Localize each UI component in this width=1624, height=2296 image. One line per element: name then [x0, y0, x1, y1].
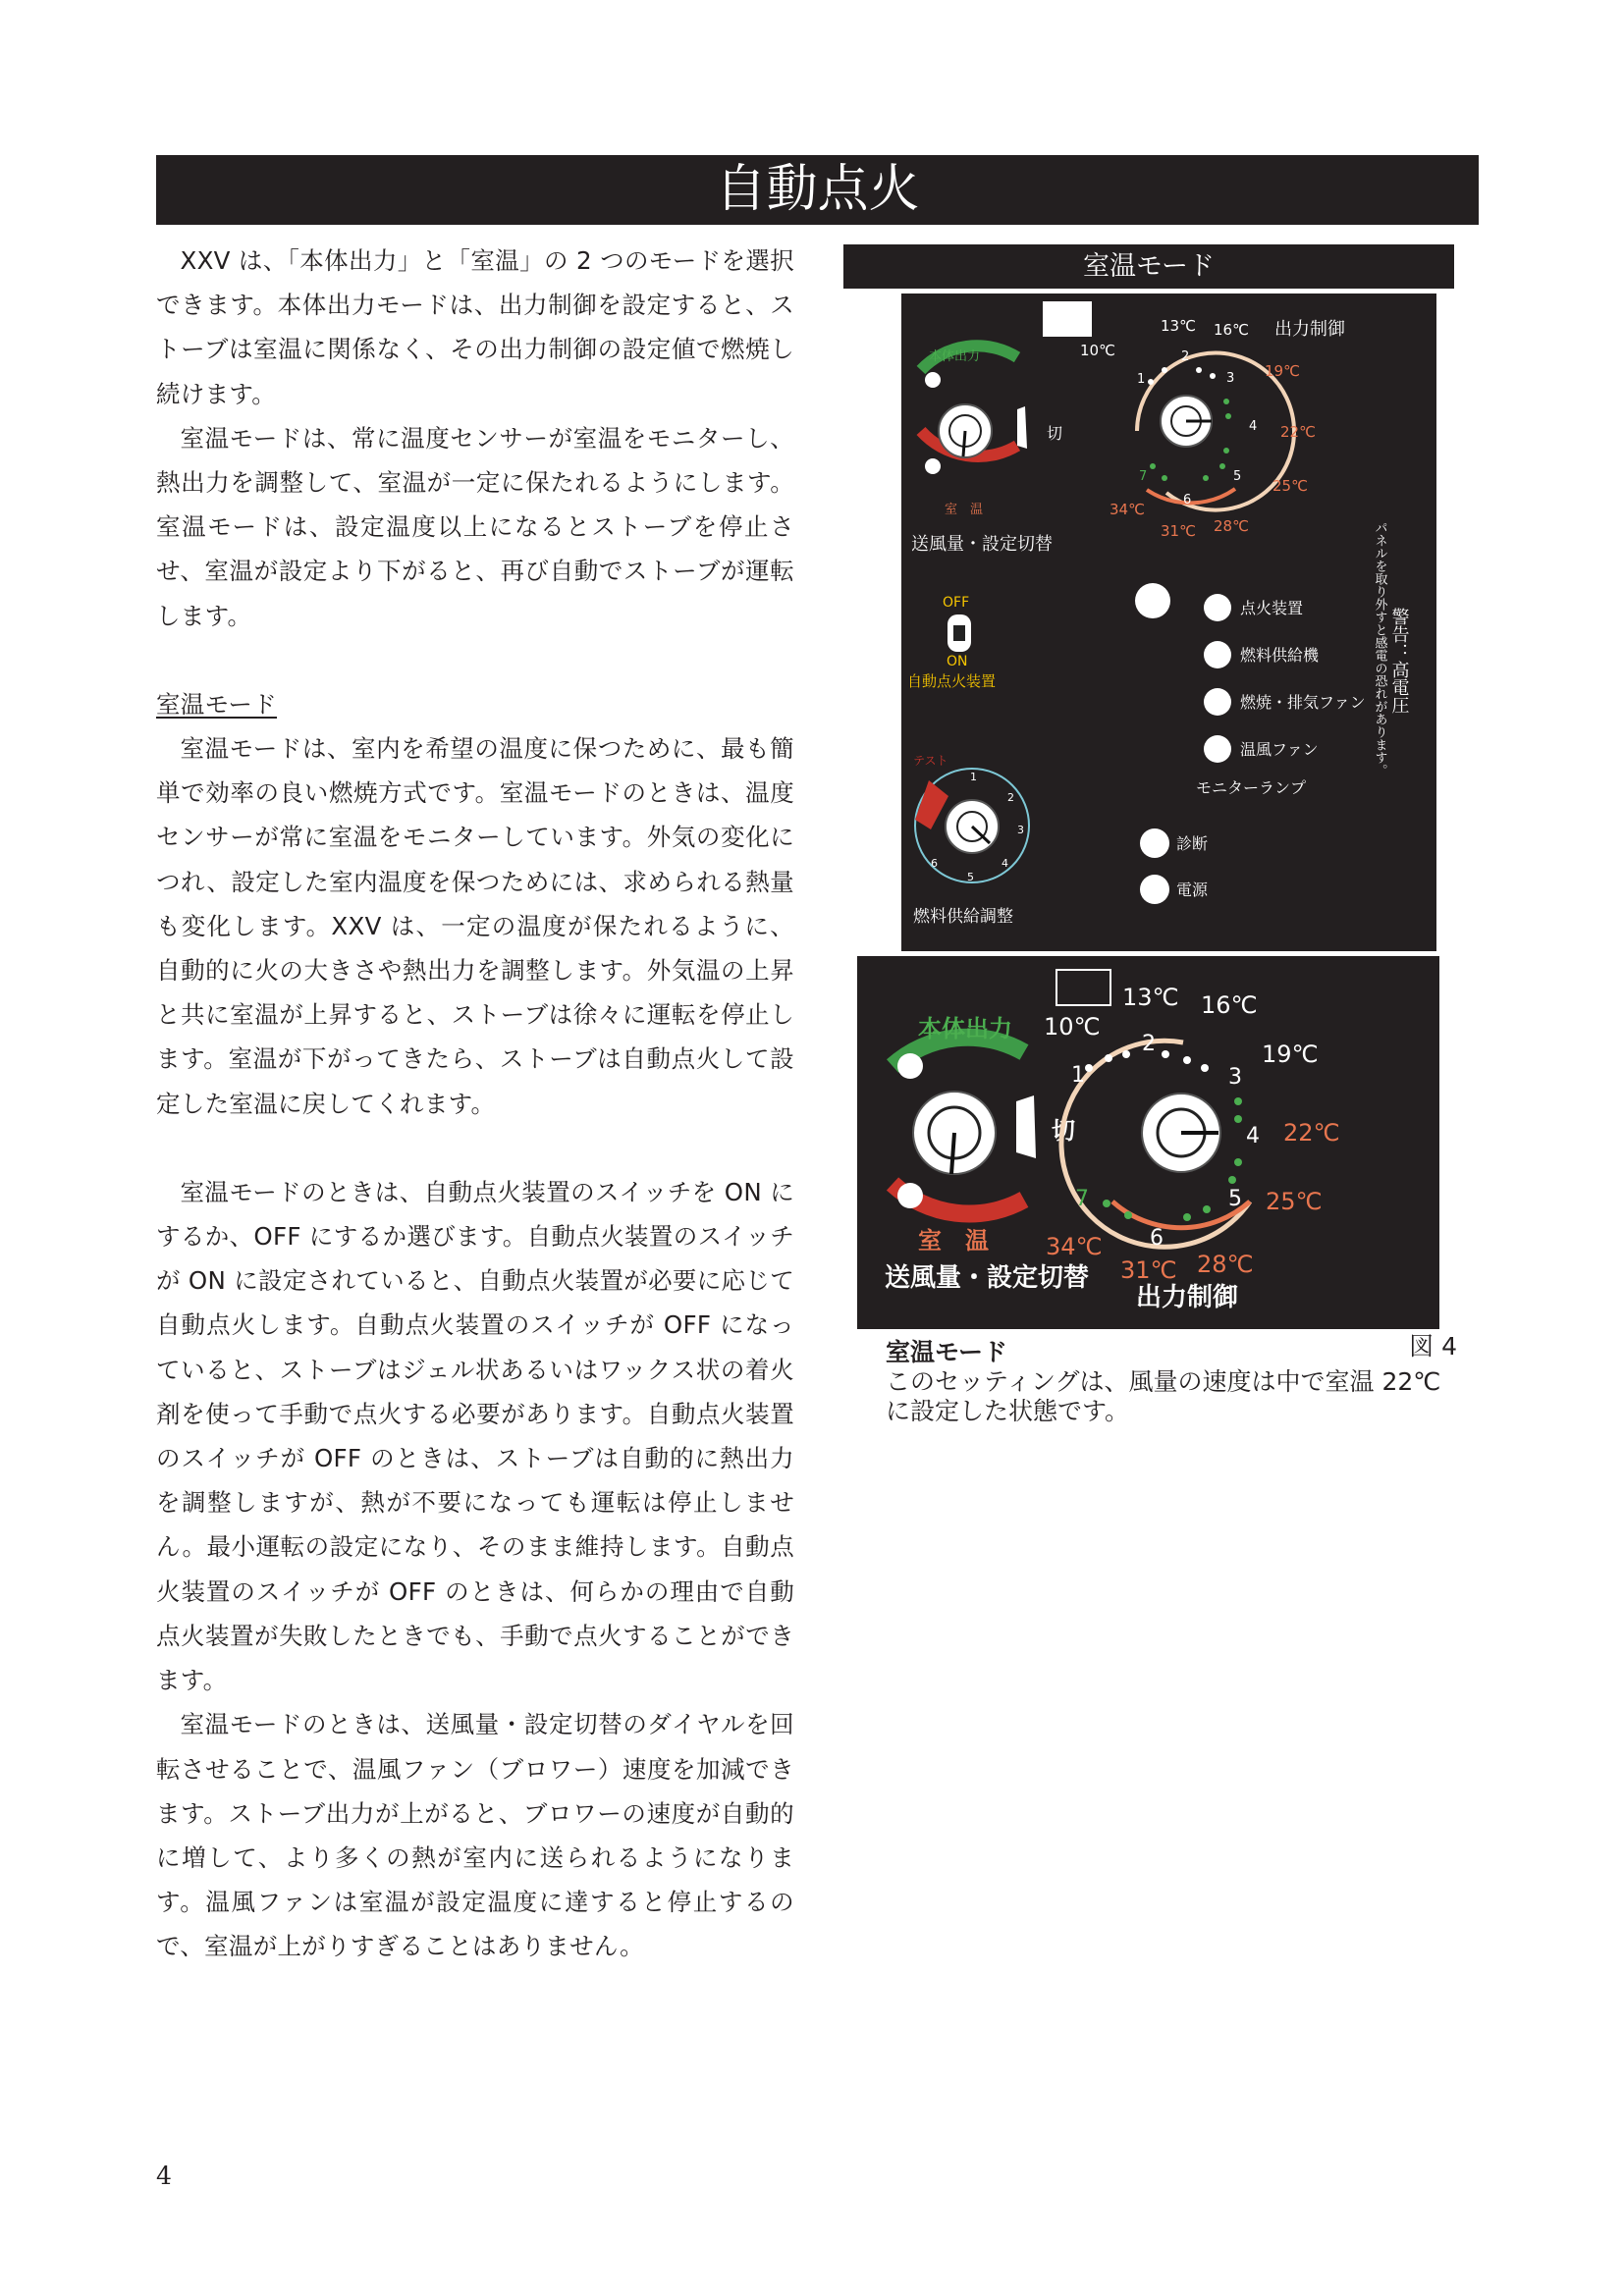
detail-dial-num-3: 3 [1228, 1065, 1242, 1090]
paragraph-room-mode-detail: 室温モードは、室内を希望の温度に保つために、最も簡単で効率の良い燃焼方式です。室温モードのときは、温度センサーが常に室温をモニターしています。外気の変化につれ、設定した室内温度を保つためには、求められる熱量も変化します。XXV は、一定の温度が保たれるように、自動的に火の大きさや熱出力を調整します。外気温の上昇と共に室温が上昇すると、ストーブは徐々に運転を停止します。室温が下がってきたら、ストーブは自動点火して設定した室温に戻してくれます。 [156, 734, 794, 1118]
lamp-label-blower: 温風ファン [1240, 740, 1319, 759]
fuel-num-6: 6 [931, 857, 938, 870]
section-heading-room-mode: 室温モード [156, 689, 278, 719]
reset-button[interactable] [1135, 583, 1170, 618]
detail-temp-13: 13℃ [1122, 984, 1179, 1011]
label-monitor-lamps: モニターランプ [1196, 778, 1307, 797]
detail-fan-icon-top [897, 1053, 923, 1079]
fan-icon-bottom [925, 458, 941, 474]
temp-13: 13℃ [1161, 317, 1196, 335]
detail-temp-25: 25℃ [1266, 1188, 1323, 1215]
label-diagnostic: 診断 [1176, 834, 1209, 853]
label-kiri: 切 [1047, 424, 1063, 443]
paragraph-auto-igniter: 室温モードのときは、自動点火装置のスイッチを ON にするか、OFF にするか選びます。自動点火装置のスイッチが ON に設定されていると、自動点火装置が必要に応じて自動点火します。自動点火装置のスイッチが OFF になっていると、ストーブはジェル状あるいはワックス状の着火剤を使って手動で点火する必要があります。自動点火装置のスイッチが OFF のときは、ストーブは自動的に熱出力を調整しますが、熱が不要になっても運転は停止しません。最小運転の設定になり、そのまま維持します。自動点火装置のスイッチが OFF のときは、何らかの理由で自動点火装置が失敗したときでも、手動で点火することができます。 [156, 1177, 794, 1695]
page-number: 4 [156, 2162, 172, 2190]
detail-dial-num-6: 6 [1150, 1226, 1164, 1251]
detail-off-tab[interactable] [1016, 1095, 1036, 1158]
label-test: テスト [913, 754, 948, 768]
detail-label-honntai: 本体出力 [918, 1015, 1012, 1042]
dial-num-4: 4 [1249, 419, 1258, 434]
dial-num-3: 3 [1226, 371, 1235, 386]
lamp-label-igniter: 点火装置 [1240, 599, 1304, 617]
temp-10: 10℃ [1080, 342, 1115, 359]
temp-16: 16℃ [1214, 321, 1249, 339]
label-fuel-adjust: 燃料供給調整 [913, 907, 1013, 927]
dial-num-1: 1 [1137, 372, 1146, 387]
lamp-diagnostic [1140, 828, 1169, 858]
dial-num-7: 7 [1139, 469, 1148, 484]
paragraph-intro: XXV は、「本体出力」と「室温」の 2 つのモードを選択できます。本体出力モードは、出力制御を設定すると、ストーブは室温に関係なく、その出力制御の設定値で燃焼し続けます。 [156, 246, 794, 408]
temp-25: 25℃ [1272, 477, 1308, 495]
label-power: 電源 [1176, 881, 1209, 899]
body-text [156, 239, 794, 1969]
fan-icon-top [925, 372, 941, 388]
detail-temp-28: 28℃ [1197, 1251, 1254, 1278]
figure-number: 図 4 [1409, 1332, 1457, 1361]
detail-dial-num-7: 7 [1075, 1187, 1089, 1211]
lamp-power [1140, 875, 1169, 904]
lamp-label-exhaust: 燃焼・排気ファン [1240, 693, 1366, 712]
detail-temp-34: 34℃ [1046, 1233, 1103, 1260]
detail-temp-16: 16℃ [1201, 991, 1258, 1019]
lamp-blower [1204, 735, 1231, 763]
fuel-test-segment [915, 780, 948, 829]
label-on: ON [947, 654, 968, 669]
dial-num-5: 5 [1233, 469, 1242, 484]
detail-temp-19: 19℃ [1262, 1041, 1319, 1068]
fuel-num-5: 5 [967, 871, 974, 883]
warning-text: パネルを取り外すと感電の恐れがあります。 [1372, 521, 1387, 776]
detail-temp-31: 31℃ [1120, 1256, 1177, 1284]
control-panel-detail [857, 956, 1439, 1329]
caption-text: このセッティングは、風量の速度は中で室温 22℃に設定した状態です。 [886, 1367, 1441, 1425]
detail-dial-num-5: 5 [1228, 1187, 1242, 1211]
detail-temp-10: 10℃ [1044, 1013, 1101, 1041]
fuel-num-4: 4 [1001, 857, 1008, 870]
paragraph-blower: 室温モードのときは、送風量・設定切替のダイヤルを回転させることで、温風ファン（ブロワー）速度を加減できます。ストーブ出力が上がると、ブロワーの速度が自動的に増して、より多くの熱が室内に送られるようになります。温風ファンは室温が設定温度に達すると停止するので、室温が上がりすぎることはありません。 [156, 1710, 794, 1961]
temp-34: 34℃ [1110, 501, 1145, 518]
temp-22: 22℃ [1280, 423, 1316, 441]
control-panel-figure [901, 294, 1436, 951]
fan-dial-pointer [963, 431, 965, 456]
figure-caption [886, 1332, 1457, 1426]
detail-label-kiri: 切 [1052, 1117, 1075, 1145]
temp-19: 19℃ [1265, 362, 1300, 380]
page-title: 自動点火 [156, 155, 1479, 225]
panel-display-window [1043, 301, 1092, 337]
lamp-fuel-feeder [1204, 641, 1231, 668]
detail-temp-22: 22℃ [1283, 1119, 1340, 1147]
paragraph-room-mode-summary: 室温モードは、常に温度センサーが室温をモニターし、熱出力を調整して、室温が一定に保たれるようにします。室温モードは、設定温度以上になるとストーブを停止させ、室温が設定より下がると、再び自動でストーブが運転します。 [156, 423, 794, 630]
off-tab[interactable] [1017, 406, 1027, 449]
fuel-num-3: 3 [1017, 824, 1024, 836]
detail-fan-icon-bottom [897, 1183, 923, 1208]
lamp-label-fuel: 燃料供給機 [1240, 646, 1320, 665]
caption-title: 室温モード [886, 1338, 1008, 1366]
dial-num-2: 2 [1181, 349, 1190, 364]
detail-dial-num-4: 4 [1246, 1124, 1260, 1148]
label-fan-dial: 送風量・設定切替 [911, 534, 1053, 555]
detail-label-output: 出力制御 [1136, 1283, 1239, 1312]
detail-display-window [1056, 970, 1110, 1005]
label-off: OFF [943, 595, 970, 611]
detail-dial-num-2: 2 [1142, 1032, 1156, 1056]
dial-num-6: 6 [1183, 493, 1192, 507]
figure-mode-label: 室温モード [843, 244, 1454, 289]
label-honntai: 本体出力 [929, 349, 981, 364]
fuel-num-2: 2 [1007, 791, 1014, 804]
detail-label-shitsuon: 室 温 [918, 1227, 989, 1255]
detail-dial-num-1: 1 [1071, 1063, 1085, 1088]
temp-28: 28℃ [1214, 517, 1249, 535]
label-shitsuon: 室 温 [945, 503, 984, 517]
warning-title: 警告：高電圧 [1388, 608, 1410, 714]
temp-31: 31℃ [1161, 522, 1196, 540]
lamp-igniter [1204, 594, 1231, 621]
fuel-num-1: 1 [970, 771, 977, 783]
detail-label-fan-dial: 送風量・設定切替 [885, 1263, 1090, 1293]
label-output: 出力制御 [1274, 319, 1345, 340]
switch-lever [953, 625, 965, 641]
label-auto-igniter: 自動点火装置 [907, 672, 997, 690]
lamp-exhaust-fan [1204, 688, 1231, 716]
